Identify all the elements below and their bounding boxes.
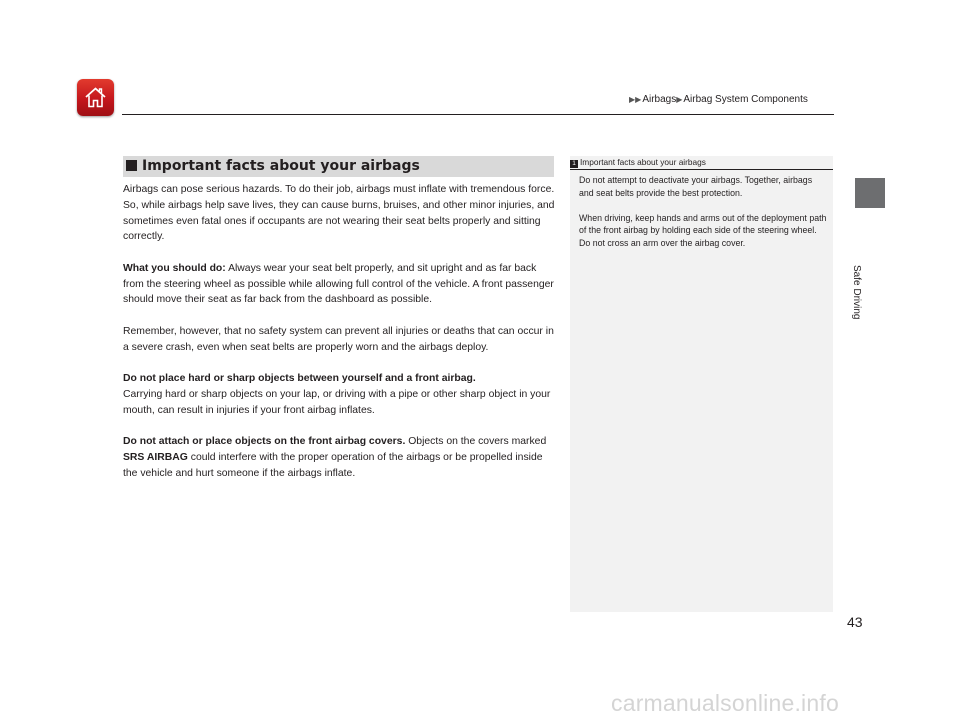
reference-icon: 1: [570, 160, 578, 168]
page-number: 43: [847, 614, 863, 630]
paragraph-text: Always wear your seat belt properly, and sit upright and as far back from the steering wheel as possible while allowing full control of the vehicle. A front passenger should move their seat as far back from the dashboard as possible.: [123, 262, 554, 306]
chapter-tab[interactable]: [855, 178, 885, 208]
arrow-icon: ▶: [676, 95, 683, 104]
breadcrumb-item[interactable]: Airbag System Components: [683, 94, 808, 105]
chapter-label[interactable]: Safe Driving: [851, 265, 862, 320]
breadcrumb-item[interactable]: Airbags: [642, 94, 677, 105]
bold-lead: Do not place hard or sharp objects between yourself and a front airbag.: [123, 372, 476, 384]
header-rule: [122, 114, 834, 115]
paragraph: [123, 261, 559, 308]
arrow-icon: ▶▶: [629, 95, 642, 104]
bold-lead: What you should do:: [123, 262, 226, 274]
paragraph: Remember, however, that no safety system can prevent all injuries or deaths that can occur in a severe crash, even when seat belts are properly worn and the airbags deploy.: [123, 325, 554, 353]
home-icon: [83, 85, 108, 110]
breadcrumb: [629, 94, 808, 105]
home-button[interactable]: [77, 79, 114, 116]
paragraph-text: could interfere with the proper operation of the airbags or be propelled inside the vehicle and hurt someone if the airbags inflate.: [123, 451, 543, 479]
paragraph-text: Carrying hard or sharp objects on your lap, or driving with a pipe or other sharp object in your mouth, can result in injuries if your front airbag inflates.: [123, 388, 551, 416]
sidebar-paragraph: Do not attempt to deactivate your airbags. Together, airbags and seat belts provide the best protection.: [579, 175, 813, 198]
srs-airbag-mark: SRS AIRBAG: [123, 451, 188, 463]
main-body: [123, 182, 559, 497]
section-title: Important facts about your airbags: [142, 158, 420, 174]
sidebar-body: [579, 174, 827, 262]
paragraph: [123, 434, 559, 481]
paragraph: [123, 371, 559, 418]
paragraph: Airbags can pose serious hazards. To do their job, airbags must inflate with tremendous force. So, while airbags help save lives, they can cause burns, bruises, and other minor injuries, and sometimes even fatal ones if occupants are not wearing their seat belts properly and sitting correctly.: [123, 184, 555, 243]
watermark[interactable]: carmanualsonline.info: [611, 690, 839, 716]
square-icon: [126, 160, 137, 171]
sidebar-heading: [570, 156, 833, 170]
sidebar-paragraph: When driving, keep hands and arms out of the deployment path of the front airbag by holding each side of the steering wheel. Do not cross an arm over the airbag cover.: [579, 212, 827, 248]
bold-lead: Do not attach or place objects on the front airbag covers.: [123, 435, 406, 447]
sidebar-title: Important facts about your airbags: [580, 157, 706, 167]
section-heading: [123, 156, 554, 177]
paragraph-text: Objects on the covers marked: [405, 435, 547, 447]
